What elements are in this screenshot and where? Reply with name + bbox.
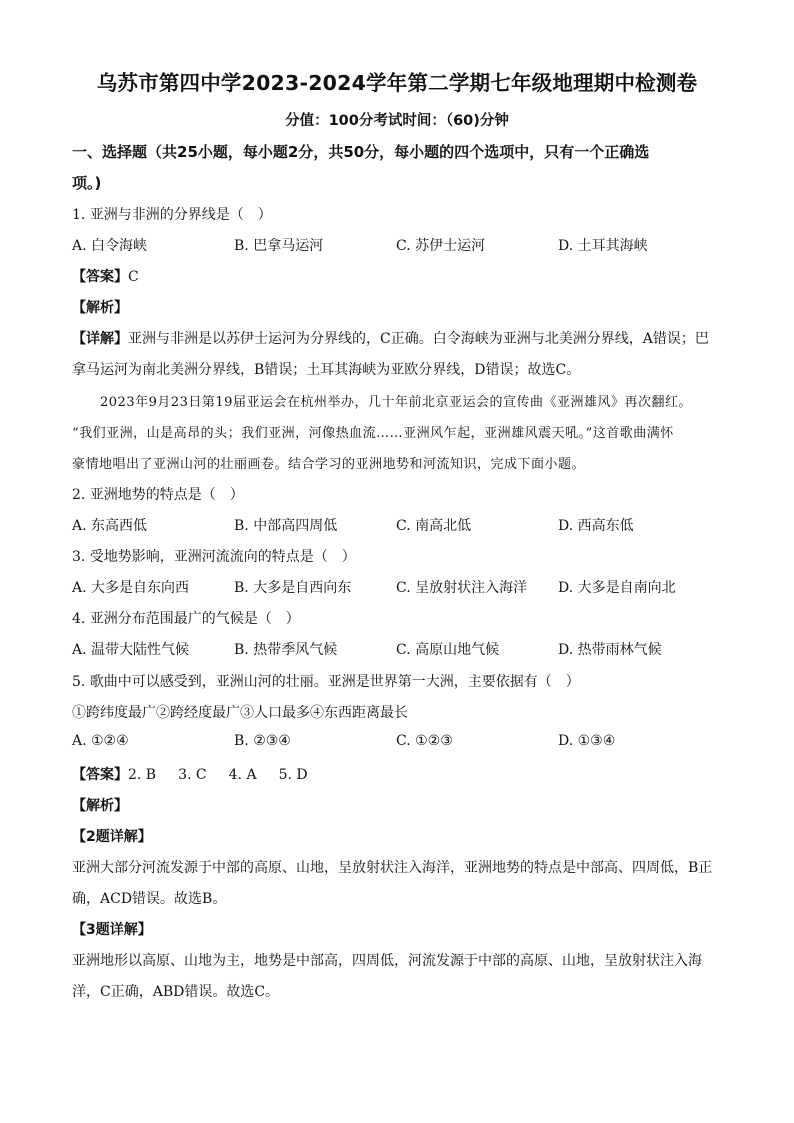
- q2-stem: 2. 亚洲地势的特点是（ ）: [72, 487, 244, 503]
- detail-text: 亚洲与非洲是以苏伊士运河为分界线的，C正确。白令海峡为亚洲与北美洲分界线，A错误；巴: [128, 331, 709, 347]
- answer-q3: 3. C: [178, 767, 207, 783]
- q1-option-c: C. 苏伊士运河: [396, 238, 486, 254]
- q3-detail-line1: 亚洲地形以高原、山地为主，地势是中部高，四周低，河流发源于中部的高原、山地，呈放射状注入海: [72, 953, 702, 969]
- answer-label: 【答案】: [72, 269, 128, 285]
- answer-q4: 4. A: [228, 767, 257, 783]
- q4-option-b: B. 热带季风气候: [234, 642, 338, 658]
- q2-detail-line2: 确，ACD错误。故选B。: [72, 891, 227, 907]
- passage-line2: “我们亚洲，山是高昂的头；我们亚洲，河像热血流……亚洲风乍起，亚洲雄风震天吼。”这首歌曲满怀: [72, 426, 674, 441]
- q3-detail-label: 【3题详解】: [72, 922, 152, 938]
- q5-option-a: A. ①②④: [72, 733, 129, 749]
- q4-option-a: A. 温带大陆性气候: [72, 642, 190, 658]
- q1-option-d: D. 土耳其海峡: [558, 238, 648, 254]
- q1-detail-line2: 拿马运河为南北美洲分界线，B错误；土耳其海峡为亚欧分界线，D错误；故选C。: [72, 362, 581, 378]
- q2-option-d: D. 西高东低: [558, 518, 634, 534]
- q3-stem: 3. 受地势影响，亚洲河流流向的特点是（ ）: [72, 549, 356, 565]
- q5-option-b: B. ②③④: [234, 733, 291, 749]
- q1-analysis-label: 【解析】: [72, 300, 128, 316]
- group-analysis-label: 【解析】: [72, 798, 128, 814]
- q1-detail-line1: [72, 328, 709, 348]
- detail-label: 【详解】: [72, 331, 128, 347]
- q5-stem: 5. 歌曲中可以感受到，亚洲山河的壮丽。亚洲是世界第一大洲，主要依据有（ ）: [72, 674, 580, 690]
- q2-option-b: B. 中部高四周低: [234, 518, 338, 534]
- q5-option-d: D. ①③④: [558, 733, 616, 749]
- exam-title: 乌苏市第四中学2023-2024学年第二学期七年级地理期中检测卷: [96, 71, 698, 95]
- q3-option-d: D. 大多是自南向北: [558, 580, 676, 596]
- q2-detail-label: 【2题详解】: [72, 829, 152, 845]
- q1-answer: [72, 266, 139, 286]
- answer-label: 【答案】: [72, 767, 128, 783]
- q1-option-b: B. 巴拿马运河: [234, 238, 324, 254]
- q4-option-c: C. 高原山地气候: [396, 642, 500, 658]
- q3-option-c: C. 呈放射状注入海洋: [396, 580, 528, 596]
- answer-q2: 2. B: [128, 767, 157, 783]
- q1-stem: 1. 亚洲与非洲的分界线是（ ）: [72, 207, 272, 223]
- q3-option-b: B. 大多是自西向东: [234, 580, 352, 596]
- q3-detail-line2: 洋，C正确，ABD错误。故选C。: [72, 984, 280, 1000]
- answer-q5: 5. D: [278, 767, 308, 783]
- passage-line3: 豪情地唱出了亚洲山河的壮丽画卷。结合学习的亚洲地势和河流知识，完成下面小题。: [72, 457, 586, 472]
- q5-items: ①跨纬度最广②跨经度最广③人口最多④东西距离最长: [72, 705, 408, 721]
- q2-detail-line1: 亚洲大部分河流发源于中部的高原、山地，呈放射状注入海洋，亚洲地势的特点是中部高、四周低，B正: [72, 860, 713, 876]
- q2-option-a: A. 东高西低: [72, 518, 148, 534]
- q4-option-d: D. 热带雨林气候: [558, 642, 662, 658]
- q4-stem: 4. 亚洲分布范围最广的气候是（ ）: [72, 611, 300, 627]
- q5-option-c: C. ①②③: [396, 733, 453, 749]
- exam-subtitle: 分值：100分考试时间：（60)分钟: [285, 113, 509, 129]
- q1-option-a: A. 白令海峡: [72, 238, 148, 254]
- q3-option-a: A. 大多是自东向西: [72, 580, 190, 596]
- section-heading-line1: 一、选择题（共25小题，每小题2分，共50分，每小题的四个选项中，只有一个正确选: [72, 143, 650, 161]
- passage-line1: 2023年9月23日第19届亚运会在杭州举办，几十年前北京亚运会的宣传曲《亚洲雄风》再次翻红。: [100, 395, 692, 410]
- q2-option-c: C. 南高北低: [396, 518, 472, 534]
- group-answer: [72, 764, 308, 784]
- answer-value: C: [128, 269, 139, 285]
- section-heading-line2: 项。): [72, 174, 102, 192]
